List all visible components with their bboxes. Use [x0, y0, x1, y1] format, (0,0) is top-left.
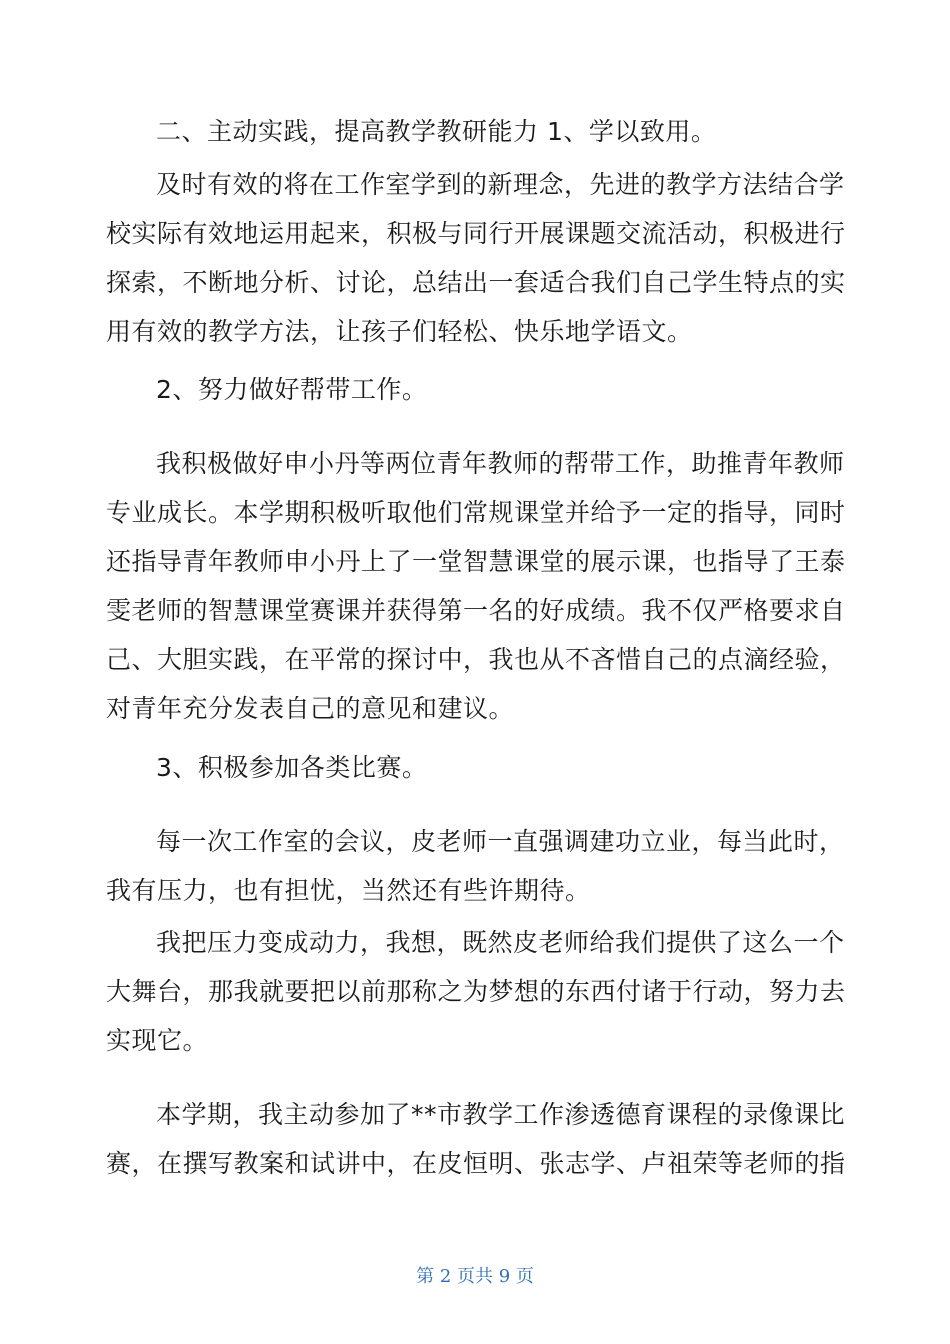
- paragraph-4-line-5: 己、大胆实践，在平常的探讨中，我也从不吝惜自己的点滴经验，: [106, 645, 846, 674]
- paragraph-4-line-4: 雯老师的智慧课堂赛课并获得第一名的好成绩。我不仅严格要求自: [106, 596, 846, 625]
- paragraph-8-line-2: 赛，在撰写教案和试讲中，在皮恒明、张志学、卢祖荣等老师的指: [106, 1149, 846, 1178]
- paragraph-1-line-1: 二、主动实践，提高教学教研能力 1、学以致用。: [156, 117, 717, 146]
- paragraph-4-line-1: 我积极做好申小丹等两位青年教师的帮带工作，助推青年教师: [156, 449, 845, 478]
- paragraph-3-line-1: 2、努力做好帮带工作。: [156, 375, 428, 404]
- paragraph-2-line-3: 探索，不断地分析、讨论，总结出一套适合我们自己学生特点的实: [106, 268, 846, 297]
- paragraph-2-line-4: 用有效的教学方法，让孩子们轻松、快乐地学语文。: [106, 317, 693, 346]
- paragraph-2-line-2: 校实际有效地运用起来，积极与同行开展课题交流活动，积极进行: [106, 219, 846, 248]
- paragraph-8-line-1: 本学期，我主动参加了**市教学工作渗透德育课程的录像课比: [156, 1100, 846, 1129]
- paragraph-7-line-1: 我把压力变成动力，我想，既然皮老师给我们提供了这么一个: [156, 928, 845, 957]
- paragraph-4-line-3: 还指导青年教师申小丹上了一堂智慧课堂的展示课，也指导了王泰: [106, 547, 846, 576]
- paragraph-5-line-1: 3、积极参加各类比赛。: [156, 753, 428, 782]
- paragraph-4-line-2: 专业成长。本学期积极听取他们常规课堂并给予一定的指导，同时: [106, 498, 846, 527]
- paragraph-6-line-2: 我有压力，也有担忧，当然还有些许期待。: [106, 876, 591, 905]
- paragraph-7-line-3: 实现它。: [106, 1026, 209, 1055]
- paragraph-2-line-1: 及时有效的将在工作室学到的新理念，先进的教学方法结合学: [156, 170, 845, 199]
- paragraph-6-line-1: 每一次工作室的会议，皮老师一直强调建功立业，每当此时，: [156, 827, 845, 856]
- paragraph-4-line-6: 对青年充分发表自己的意见和建议。: [106, 694, 515, 723]
- page-number-footer: 第 2 页共 9 页: [416, 1266, 534, 1287]
- paragraph-7-line-2: 大舞台，那我就要把以前那称之为梦想的东西付诸于行动，努力去: [106, 977, 846, 1006]
